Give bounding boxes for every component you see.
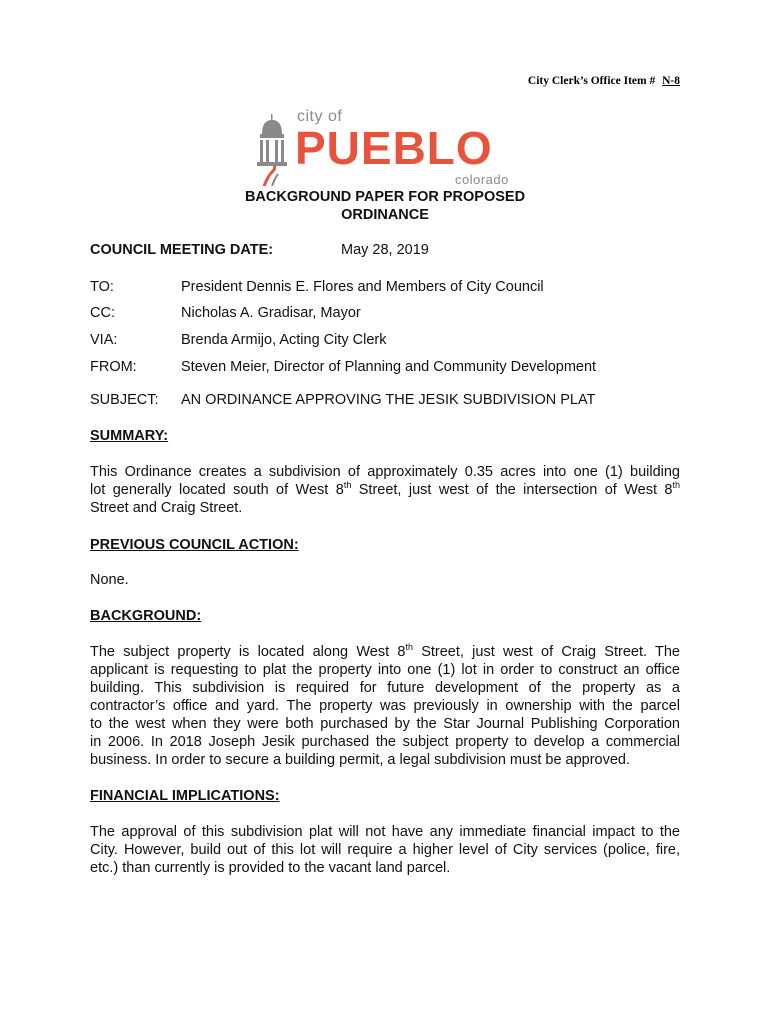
background-line-2: applicant is requesting to plat the property into one (1) lot in order to construct an office xyxy=(90,662,680,678)
summary-heading: SUMMARY: xyxy=(90,428,169,444)
summary-line-1: This Ordinance creates a subdivision of approximately 0.35 acres into one (1) building xyxy=(90,464,680,480)
logo-city-of: city of xyxy=(297,108,343,125)
title-line-1: BACKGROUND PAPER FOR PROPOSED xyxy=(244,189,526,205)
document-title xyxy=(185,188,585,224)
background-line-4: contractor’s office and yard. The property was previously in ownership with the parcel xyxy=(90,698,680,714)
previous-action-text: None. xyxy=(90,572,129,588)
financial-heading: FINANCIAL IMPLICATIONS: xyxy=(90,788,280,804)
financial-paragraph xyxy=(90,823,680,877)
meeting-date-label: COUNCIL MEETING DATE: xyxy=(90,242,274,258)
to-label: TO: xyxy=(90,279,114,295)
summary-paragraph xyxy=(90,463,680,517)
summary-line-2a: lot generally located south of West 8 xyxy=(90,482,344,498)
from-value: Steven Meier, Director of Planning and Community Development xyxy=(181,359,597,375)
clerk-item-reference xyxy=(528,75,680,87)
financial-line-1: The approval of this subdivision plat will not have any immediate financial impact to the xyxy=(90,824,680,840)
background-heading: BACKGROUND: xyxy=(90,608,202,624)
clerk-item-code: N-8 xyxy=(662,75,680,87)
summary-line-2b: Street, just west of the intersection of West 8 xyxy=(351,482,673,498)
summary-sup-2: th xyxy=(672,480,680,491)
title-line-2: ORDINANCE xyxy=(341,207,429,223)
subject-label: SUBJECT: xyxy=(90,392,159,408)
logo-pueblo-wordmark: PUEBLO xyxy=(295,122,493,174)
cc-label: CC: xyxy=(90,305,115,321)
summary-line-2 xyxy=(90,481,680,499)
background-line-3: building. This subdivision is required for future development of the property as a xyxy=(90,680,680,696)
background-sup: th xyxy=(405,642,413,653)
clerk-item-label: City Clerk’s Office Item # xyxy=(527,75,656,87)
capitol-building-icon xyxy=(250,108,294,188)
from-label: FROM: xyxy=(90,359,137,375)
financial-line-2: City. However, build out of this lot will require a higher level of City services (police, fire, xyxy=(90,842,680,858)
via-value: Brenda Armijo, Acting City Clerk xyxy=(181,332,387,348)
summary-line-3: Street and Craig Street. xyxy=(90,500,243,516)
cc-value: Nicholas A. Gradisar, Mayor xyxy=(181,305,361,321)
background-line-1b: Street, just west of Craig Street. The xyxy=(412,644,680,660)
background-line-1 xyxy=(90,643,680,661)
subject-value: AN ORDINANCE APPROVING THE JESIK SUBDIVISION PLAT xyxy=(181,392,596,408)
financial-line-3: etc.) than currently is provided to the vacant land parcel. xyxy=(90,860,451,876)
pueblo-logo xyxy=(250,108,522,188)
background-line-6: in 2006. In 2018 Joseph Jesik purchased the subject property to develop a commercial xyxy=(90,734,680,750)
background-line-7: business. In order to secure a building permit, a legal subdivision must be approved. xyxy=(90,752,631,768)
background-paragraph xyxy=(90,643,680,769)
background-line-5: to the west when they were both purchased by the Star Journal Publishing Corporation xyxy=(90,716,680,732)
to-value: President Dennis E. Flores and Members of City Council xyxy=(181,279,544,295)
background-line-1a: The subject property is located along West 8 xyxy=(90,644,406,660)
previous-action-heading: PREVIOUS COUNCIL ACTION: xyxy=(90,537,299,553)
via-label: VIA: xyxy=(90,332,118,348)
summary-sup-1: th xyxy=(343,480,352,491)
meeting-date-value: May 28, 2019 xyxy=(341,242,429,258)
logo-colorado: colorado xyxy=(455,172,509,187)
